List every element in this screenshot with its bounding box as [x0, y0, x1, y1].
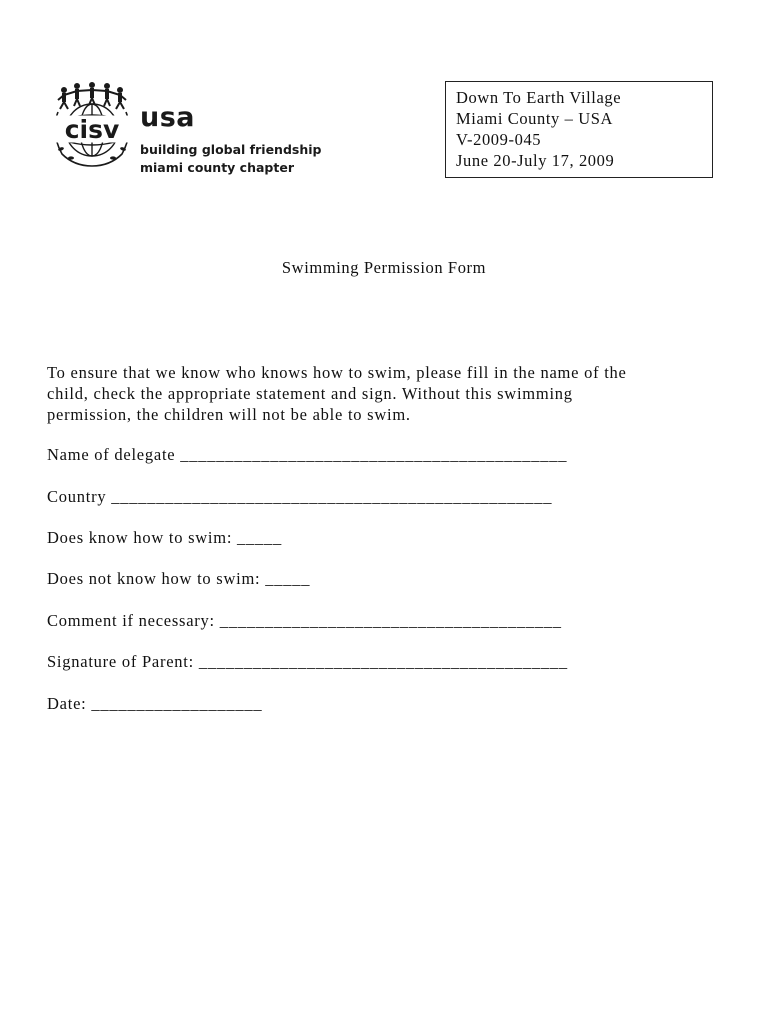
delegate-name-field[interactable]: Name of delegate ___________________________________________ — [47, 445, 568, 464]
intro-line-1: To ensure that we know who knows how to swim, please fill in the name of the — [47, 363, 627, 382]
not-knows-swim-field[interactable]: Does not know how to swim: _____ — [47, 569, 311, 588]
parent-signature-field[interactable]: Signature of Parent: _________________________________________ — [47, 652, 568, 671]
form-title-row — [0, 258, 770, 278]
intro-line-2: child, check the appropriate statement and sign. Without this swimming — [47, 384, 573, 403]
village-location: Miami County – USA — [456, 109, 614, 128]
logo-tagline: building global friendship — [140, 142, 322, 157]
cisv-logo — [44, 82, 334, 182]
form-title: Swimming Permission Form — [281, 258, 487, 277]
logo-usa-text: usa — [140, 102, 196, 133]
village-code: V-2009-045 — [456, 130, 542, 149]
cisv-wordmark: cisv — [64, 115, 120, 144]
country-field[interactable]: Country _________________________________________________ — [47, 487, 553, 506]
village-info-box — [445, 81, 713, 178]
date-field[interactable]: Date: ___________________ — [47, 694, 263, 713]
comment-field[interactable]: Comment if necessary: ______________________________________ — [47, 611, 562, 630]
village-name: Down To Earth Village — [456, 88, 622, 107]
globe-emblem-icon — [44, 82, 140, 174]
intro-line-3: permission, the children will not be able to swim. — [47, 405, 411, 424]
knows-swim-field[interactable]: Does know how to swim: _____ — [47, 528, 283, 547]
logo-chapter: miami county chapter — [140, 160, 294, 175]
intro-paragraph — [47, 362, 737, 425]
village-dates: June 20-July 17, 2009 — [456, 151, 615, 170]
